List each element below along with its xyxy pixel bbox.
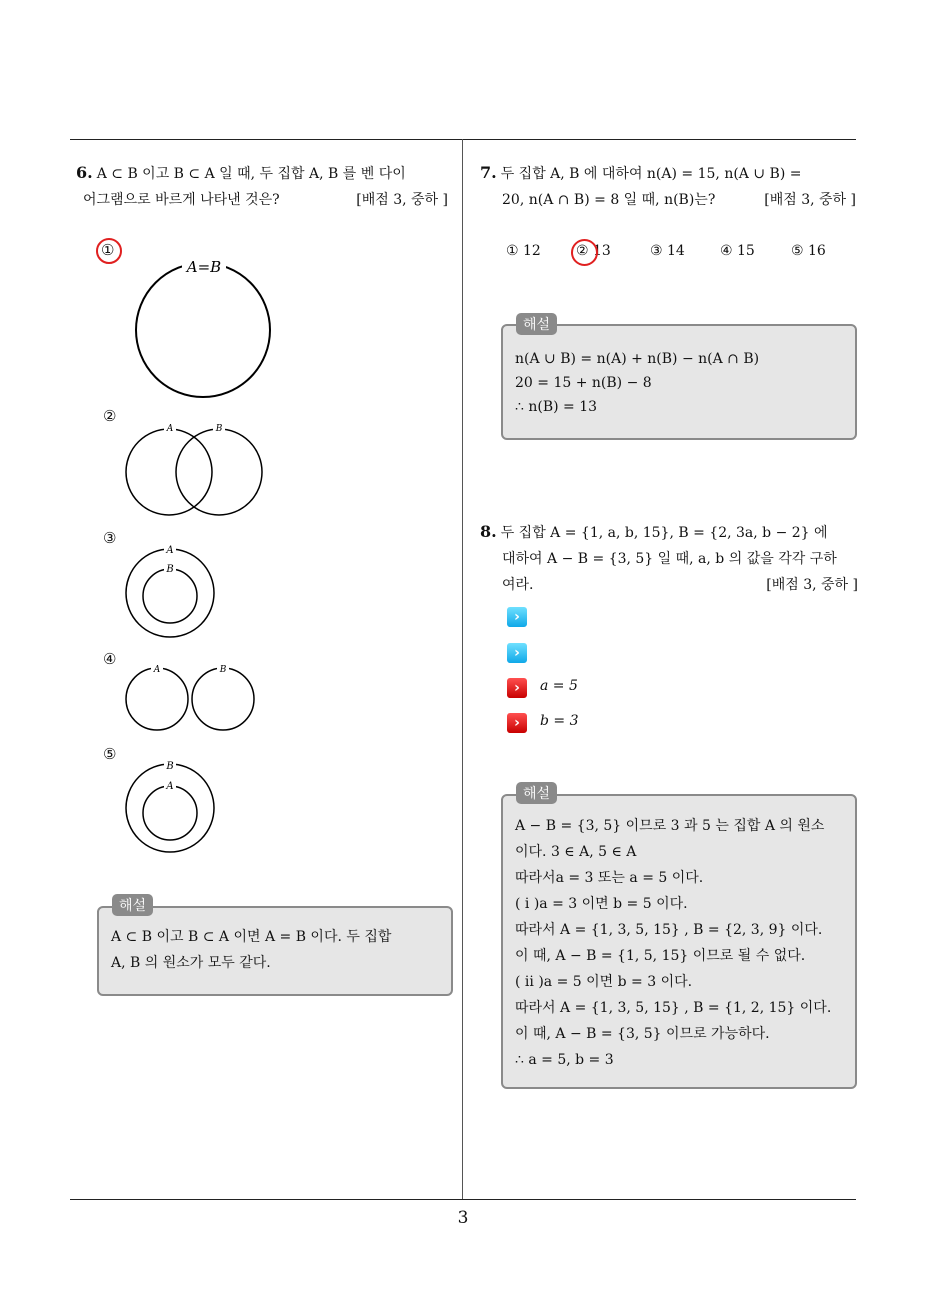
solution-line: 이다. 3 ∈ A, 5 ∈ A [515,844,637,860]
set-b-label: B [166,761,174,772]
solution-line: 20 = 15 + n(B) − 8 [515,375,652,391]
venn-diagram-2 [122,420,272,520]
question-text-line2: 20, n(A ∩ B) = 8 일 때, n(B)는? [502,192,716,208]
solution-line: 이 때, A − B = {1, 5, 15} 이므로 될 수 없다. [515,948,806,964]
solution-line: ∴ a = 5, b = 3 [515,1052,614,1068]
question-8 [480,519,858,598]
question-text-line2: 어그램으로 바르게 나타낸 것은? [83,192,280,208]
set-a-label: A [166,781,174,792]
set-b-circle [143,569,197,623]
score-label: [배점 3, 중하 ] [356,192,448,208]
solution-line: n(A ∪ B) = n(A) + n(B) − n(A ∩ B) [515,351,760,367]
score-label: [배점 3, 중하 ] [766,577,858,593]
choice-3-label[interactable]: ③ [103,529,117,547]
solution-line: 이 때, A − B = {3, 5} 이므로 가능하다. [515,1026,770,1042]
venn-diagram-3 [122,543,222,643]
page-number: 3 [457,1208,469,1228]
answer-b: b = 3 [540,713,579,729]
venn-diagram-1 [130,258,280,408]
solution-box-6 [97,906,453,996]
solution-line: ( i )a = 3 이면 b = 5 이다. [515,896,688,912]
question-text-line2: 대하여 A − B = {3, 5} 일 때, a, b 의 값을 각각 구하 [502,551,837,567]
option-3[interactable]: ③ 14 [650,243,685,259]
venn-diagram-5 [122,759,222,859]
option-4[interactable]: ④ 15 [720,243,755,259]
set-a-circle [126,668,188,730]
set-a-label: A [166,545,174,556]
solution-line: 따라서 A = {1, 3, 5, 15} , B = {1, 2, 15} 이다. [515,1000,832,1016]
solution-line: ∴ n(B) = 13 [515,399,598,415]
question-number: 8. [480,522,497,541]
set-b-label: B [166,564,174,575]
option-1[interactable]: ① 12 [506,243,541,259]
solution-box-8 [501,794,857,1089]
score-label: [배점 3, 중하 ] [764,192,856,208]
column-divider [462,139,463,1200]
set-a-label: A [166,424,174,434]
solution-tag-7: 해설 [516,313,557,335]
chevron-right-icon[interactable]: › [507,607,527,627]
venn-diagram-4 [122,662,262,737]
bottom-rule [70,1199,856,1200]
set-label: A=B [186,258,222,276]
choice-2-label[interactable]: ② [103,407,117,425]
question-number: 7. [480,163,497,182]
solution-line: A, B 의 원소가 모두 같다. [111,955,271,971]
question-6 [76,160,448,213]
solution-tag-6: 해설 [112,894,153,916]
solution-line: ( ii )a = 5 이면 b = 3 이다. [515,974,693,990]
solution-line: A ⊂ B 이고 B ⊂ A 이면 A = B 이다. 두 집합 [111,929,392,945]
choice-1-label[interactable]: ① [101,241,115,259]
set-a-circle [143,786,197,840]
chevron-right-icon[interactable]: › [507,713,527,733]
set-a-circle [126,429,212,515]
choice-4-label[interactable]: ④ [103,650,117,668]
solution-box-7 [501,324,857,440]
solution-text-block [515,347,759,419]
option-5[interactable]: ⑤ 16 [791,243,826,259]
set-b-label: B [215,424,223,434]
option-2[interactable]: ② 13 [576,243,611,259]
chevron-right-icon[interactable]: › [507,643,527,663]
solution-line: A − B = {3, 5} 이므로 3 과 5 는 집합 A 의 원소 [515,818,825,834]
question-number: 6. [76,163,93,182]
answer-a: a = 5 [540,678,578,694]
question-text-line1: 두 집합 A = {1, a, b, 15}, B = {2, 3a, b − 2} 에 [500,525,828,541]
question-text-line1: 두 집합 A, B 에 대하여 n(A) = 15, n(A ∪ B) = [500,166,802,182]
question-7 [480,160,856,213]
answer-circle-mark [96,238,122,264]
venn-set-circle [136,263,270,397]
solution-tag-8: 해설 [516,782,557,804]
answer-circle-mark [571,239,598,266]
chevron-right-icon[interactable]: › [507,678,527,698]
solution-text-block [515,813,831,1073]
choice-5-label[interactable]: ⑤ [103,745,117,763]
solution-line: 따라서a = 3 또는 a = 5 이다. [515,870,704,886]
set-a-label: A [153,665,161,675]
question-text-line3: 여라. [502,577,534,593]
set-b-circle [126,764,214,852]
solution-line: 따라서 A = {1, 3, 5, 15} , B = {2, 3, 9} 이다. [515,922,823,938]
set-b-circle [176,429,262,515]
solution-text-block [111,924,391,976]
top-rule [70,139,856,140]
set-b-label: B [219,665,227,675]
question-text-line1: A ⊂ B 이고 B ⊂ A 일 때, 두 집합 A, B 를 벤 다이 [96,166,406,182]
set-b-circle [192,668,254,730]
